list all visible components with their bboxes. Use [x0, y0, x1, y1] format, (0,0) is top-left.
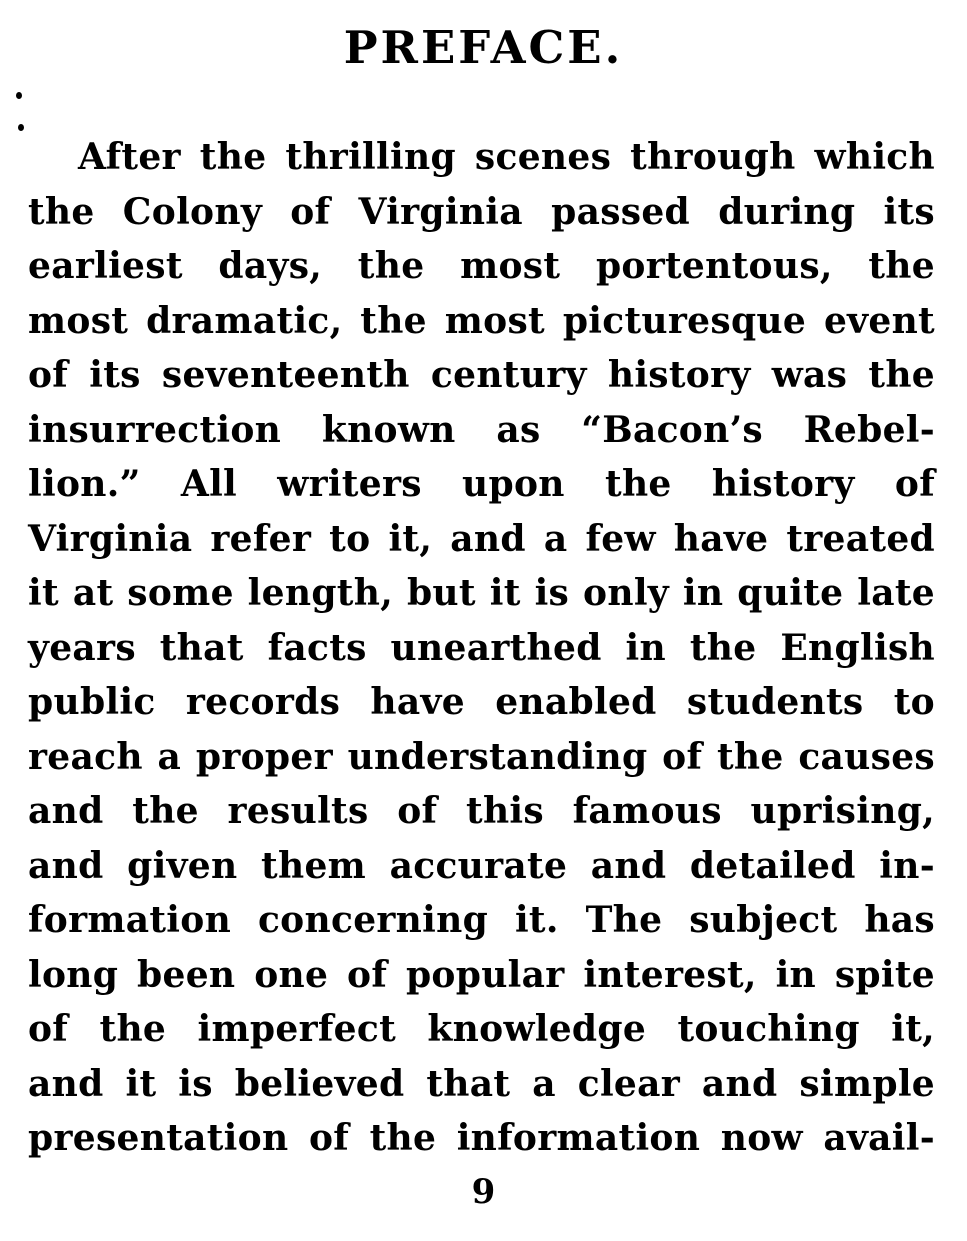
text-line: years that facts unearthed in the English: [28, 626, 935, 669]
text-line: Virginia refer to it, and a few have treated: [28, 517, 935, 560]
text-line: it at some length, but it is only in quite late: [28, 572, 935, 614]
text-line: formation concerning it. The subject has: [28, 899, 935, 941]
text-line: and the results of this famous uprising,: [28, 790, 935, 832]
text-line: presentation of the information now avail-: [28, 1117, 935, 1159]
text-line: earliest days, the most portentous, the: [28, 245, 935, 287]
page-number: 9: [471, 1171, 496, 1212]
scan-speck: [18, 124, 24, 131]
text-line: of the imperfect knowledge touching it,: [28, 1008, 935, 1050]
page-title: PREFACE.: [343, 21, 624, 74]
text-line: lion.” All writers upon the history of: [28, 463, 935, 505]
text-line: reach a proper understanding of the causes: [28, 735, 935, 778]
scan-speck: [16, 92, 22, 99]
text-line: After the thrilling scenes through which: [78, 136, 935, 178]
text-line: most dramatic, the most picturesque event: [28, 299, 935, 342]
text-line: and given them accurate and detailed in-: [28, 844, 935, 887]
text-line: public records have enabled students to: [28, 681, 935, 723]
text-line: and it is believed that a clear and simple: [28, 1062, 935, 1105]
text-line: insurrection known as “Bacon’s Rebel-: [28, 408, 935, 451]
text-line: of its seventeenth century history was the: [28, 354, 935, 396]
text-line: long been one of popular interest, in spite: [28, 953, 935, 996]
preface-paragraph: [28, 130, 935, 1166]
text-line: the Colony of Virginia passed during its: [28, 190, 935, 233]
